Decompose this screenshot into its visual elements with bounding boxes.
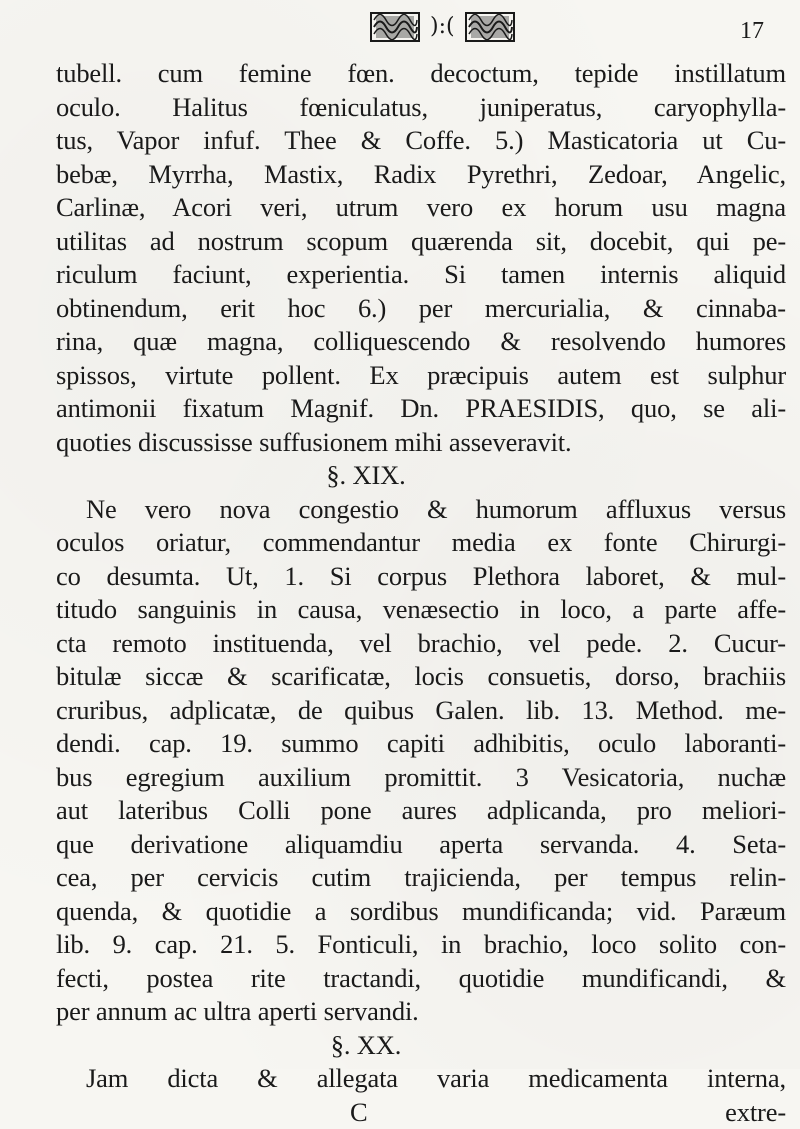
text-line: lib. 9. cap. 21. 5. Fonticuli, in brachio, loco solito con- (56, 928, 786, 962)
body-text (56, 57, 786, 1129)
header-ornament-mid: ):( (430, 12, 455, 42)
printer-ornament-right-icon (465, 12, 515, 42)
printer-ornament-left-icon (370, 12, 420, 42)
text-line: dendi. cap. 19. summo capiti adhibitis, oculo laboranti- (56, 727, 786, 761)
page-footer (56, 1096, 786, 1129)
signature-mark: C (350, 1096, 368, 1129)
section-heading: §. XX. (56, 1029, 786, 1063)
page-number: 17 (740, 18, 764, 45)
text-line: utilitas ad nostrum scopum quærenda sit, docebit, qui pe- (56, 225, 786, 259)
text-line: bitulæ siccæ & scarificatæ, locis consuetis, dorso, brachiis (56, 660, 786, 694)
text-line: riculum faciunt, experientia. Si tamen internis aliquid (56, 258, 786, 292)
text-line: fecti, postea rite tractandi, quotidie mundificandi, & (56, 962, 786, 996)
header-ornament (370, 12, 515, 42)
text-line: cruribus, adplicatæ, de quibus Galen. lib. 13. Method. me- (56, 694, 786, 728)
text-line: tubell. cum femine fœn. decoctum, tepide instillatum (56, 57, 786, 91)
text-line: oculo. Halitus fœniculatus, juniperatus, caryophylla- (56, 91, 786, 125)
catchword: extre- (725, 1096, 786, 1129)
text-line: que derivatione aliquamdiu aperta servanda. 4. Seta- (56, 828, 786, 862)
text-line: Carlinæ, Acori veri, utrum vero ex horum usu magna (56, 191, 786, 225)
text-line: cta remoto instituenda, vel brachio, vel pede. 2. Cucur- (56, 627, 786, 661)
text-line: oculos oriatur, commendantur media ex fonte Chirurgi- (56, 526, 786, 560)
section-heading: §. XIX. (56, 459, 786, 493)
text-line: bebæ, Myrrha, Mastix, Radix Pyrethri, Zedoar, Angelic, (56, 158, 786, 192)
text-line: Ne vero nova congestio & humorum affluxus versus (56, 493, 786, 527)
text-line: spissos, virtute pollent. Ex præcipuis autem est sulphur (56, 359, 786, 393)
text-line: quenda, & quotidie a sordibus mundificanda; vid. Paræum (56, 895, 786, 929)
text-line: rina, quæ magna, colliquescendo & resolvendo humores (56, 325, 786, 359)
text-line: antimonii fixatum Magnif. Dn. PRAESIDIS, quo, se ali- (56, 392, 786, 426)
text-line: tus, Vapor infuf. Thee & Coffe. 5.) Masticatoria ut Cu- (56, 124, 786, 158)
text-line: titudo sanguinis in causa, venæsectio in loco, a parte affe- (56, 593, 786, 627)
text-line: cea, per cervicis cutim trajicienda, per tempus relin- (56, 861, 786, 895)
page-header (0, 10, 800, 54)
text-line: co desumta. Ut, 1. Si corpus Plethora laboret, & mul- (56, 560, 786, 594)
text-line: bus egregium auxilium promittit. 3 Vesicatoria, nuchæ (56, 761, 786, 795)
text-line: quoties discussisse suffusionem mihi asseveravit. (56, 426, 786, 460)
text-line: obtinendum, erit hoc 6.) per mercurialia, & cinnaba- (56, 292, 786, 326)
text-line: per annum ac ultra aperti servandi. (56, 995, 786, 1029)
text-line: aut lateribus Colli pone aures adplicanda, pro meliori- (56, 794, 786, 828)
text-line: Jam dicta & allegata varia medicamenta interna, (56, 1062, 786, 1096)
